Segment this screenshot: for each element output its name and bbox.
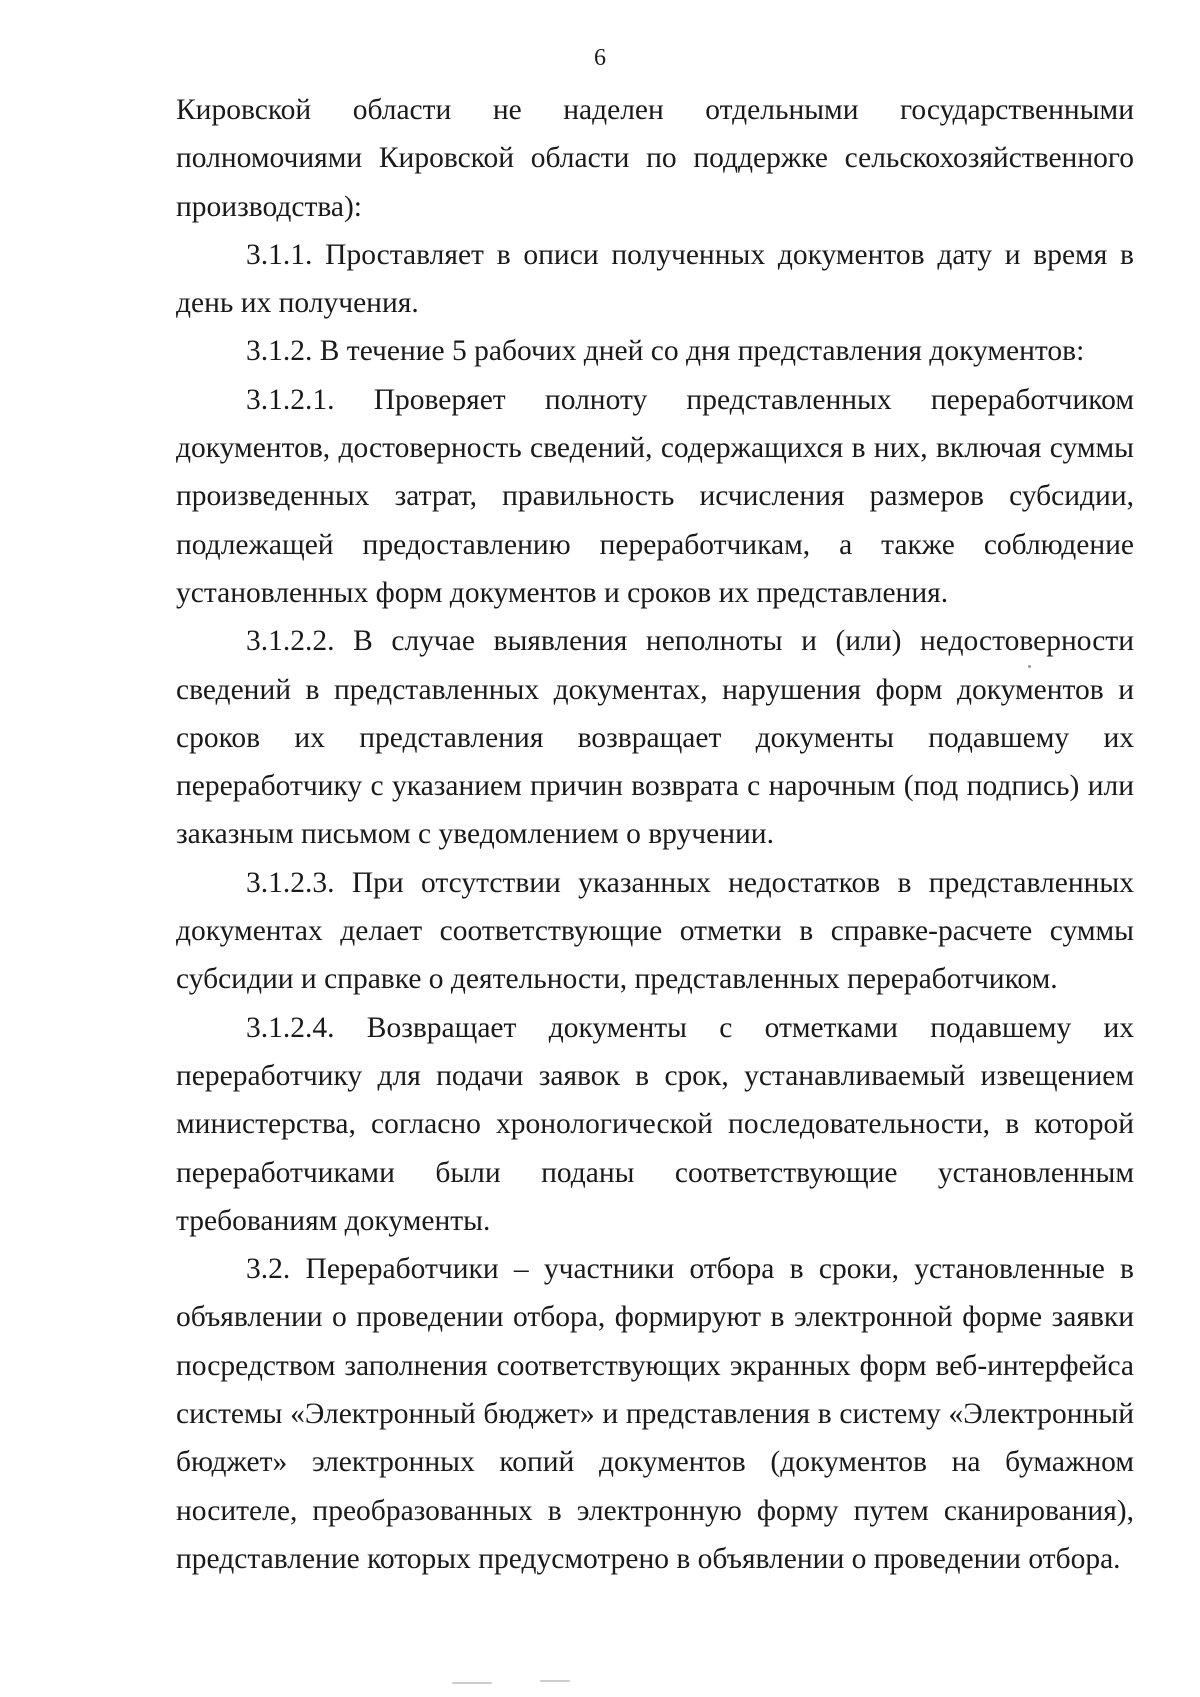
paragraph-continuation: Кировской области не наделен отдельными государственными полномочиями Кировской области по поддержке сельскохозяйственного производства):: [176, 94, 1134, 223]
scan-artifact: [1028, 665, 1031, 668]
document-body: [176, 86, 1134, 1583]
scan-artifact: [540, 1680, 570, 1682]
paragraph-3-1-1: 3.1.1. Проставляет в описи полученных документов дату и время в день их получения.: [176, 238, 1134, 320]
paragraph-3-1-2-2: 3.1.2.2. В случае выявления неполноты и (или) недостоверности сведений в представленных документах, нарушения форм документов и сроков их представления возвращает документы подавшему их переработчику с указанием причин возврата с нарочным (под подпись) или заказным письмом с уведомлением о вручении.: [176, 625, 1134, 851]
paragraph-3-1-2-1: 3.1.2.1. Проверяет полноту представленных переработчиком документов, достоверность сведений, содержащихся в них, включая суммы произведенных затрат, правильность исчисления размеров субсидии, подлежащей предоставлению переработчикам, а также соблюдение установленных форм документов и сроков их представления.: [176, 383, 1134, 609]
paragraph-3-2: 3.2. Переработчики – участники отбора в сроки, установленные в объявлении о проведении отбора, формируют в электронной форме заявки посредством заполнения соответствующих экранных форм веб-интерфейса системы «Электронный бюджет» и представления в систему «Электронный бюджет» электронных копий документов (документов на бумажном носителе, преобразованных в электронную форму путем сканирования), представление которых предусмотрено в объявлении о проведении отбора.: [176, 1253, 1134, 1575]
paragraph-3-1-2: 3.1.2. В течение 5 рабочих дней со дня представления документов:: [246, 335, 1085, 368]
page-number: 6: [594, 45, 606, 71]
paragraph-3-1-2-3: 3.1.2.3. При отсутствии указанных недостатков в представленных документах делает соответствующие отметки в справке-расчете суммы субсидии и справке о деятельности, представленных переработчиком.: [176, 866, 1134, 996]
scan-artifact: [452, 1682, 492, 1684]
paragraph-3-1-2-4: 3.1.2.4. Возвращает документы с отметками подавшему их переработчику для подачи заявок в срок, устанавливаемый извещением министерства, согласно хронологической последовательности, в которой переработчиками были поданы соответствующие установленным требованиям документы.: [176, 1011, 1134, 1237]
